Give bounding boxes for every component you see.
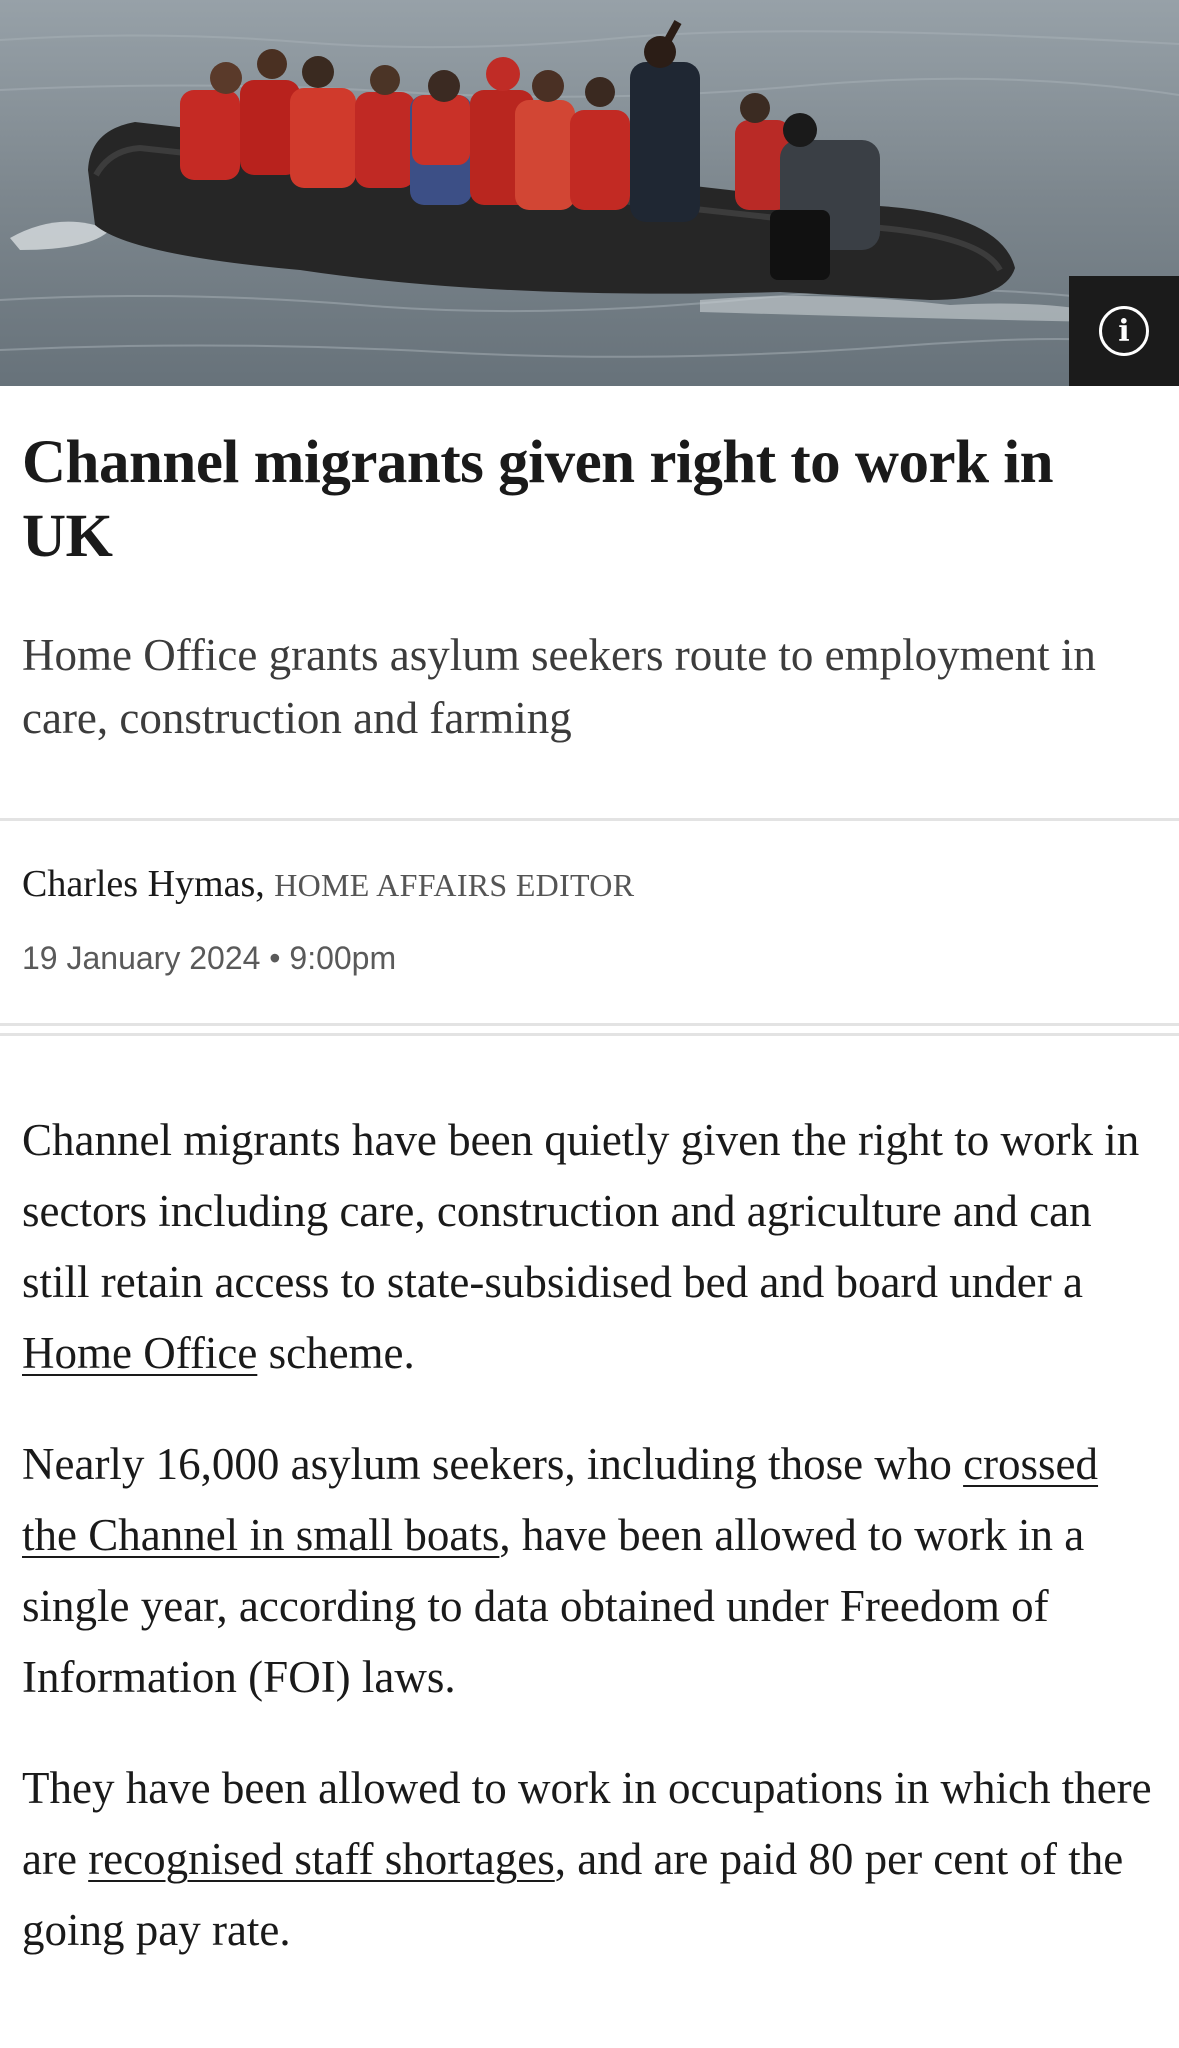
date-separator: • <box>269 940 281 976</box>
home-office-link[interactable]: Home Office <box>22 1328 258 1378</box>
publish-dateline <box>22 940 396 977</box>
paragraph-text: Channel migrants have been quietly given the right to work in sectors including care, construction and agriculture and can still retain access to state-subsidised bed and board under a <box>22 1115 1140 1307</box>
image-info-button[interactable] <box>1069 276 1179 386</box>
article-body <box>22 1105 1162 2006</box>
hero-image <box>0 0 1179 386</box>
small-boats-link[interactable]: crossed the Channel in small boats <box>22 1439 1099 1560</box>
publish-time: 9:00pm <box>289 940 397 976</box>
byline <box>22 862 634 906</box>
body-paragraph <box>22 1753 1162 1966</box>
paragraph-text: scheme. <box>257 1328 415 1378</box>
article-headline: Channel migrants given right to work in UK <box>22 429 1054 570</box>
article-standfirst: Home Office grants asylum seekers route to employment in care, construction and farming <box>22 630 1096 743</box>
divider <box>0 818 1179 821</box>
paragraph-text: , have been allowed to work in a single year, according to data obtained under Freedom of Information (FOI) laws. <box>22 1510 1085 1702</box>
publish-date: 19 January 2024 <box>22 940 261 976</box>
author-link[interactable]: Charles Hymas, <box>22 863 265 905</box>
divider <box>0 1023 1179 1026</box>
body-paragraph <box>22 1105 1162 1389</box>
body-paragraph <box>22 1429 1162 1713</box>
boat-photo <box>0 0 1179 386</box>
paragraph-text: , and are paid 80 per cent of the going pay rate. <box>22 1834 1124 1955</box>
info-icon: i <box>1099 306 1149 356</box>
staff-shortages-link[interactable]: recognised staff shortages <box>88 1834 555 1884</box>
author-role: HOME AFFAIRS EDITOR <box>274 867 635 903</box>
paragraph-text: They have been allowed to work in occupations in which there are <box>22 1763 1152 1884</box>
paragraph-text: Nearly 16,000 asylum seekers, including those who <box>22 1439 964 1489</box>
divider <box>0 1033 1179 1036</box>
